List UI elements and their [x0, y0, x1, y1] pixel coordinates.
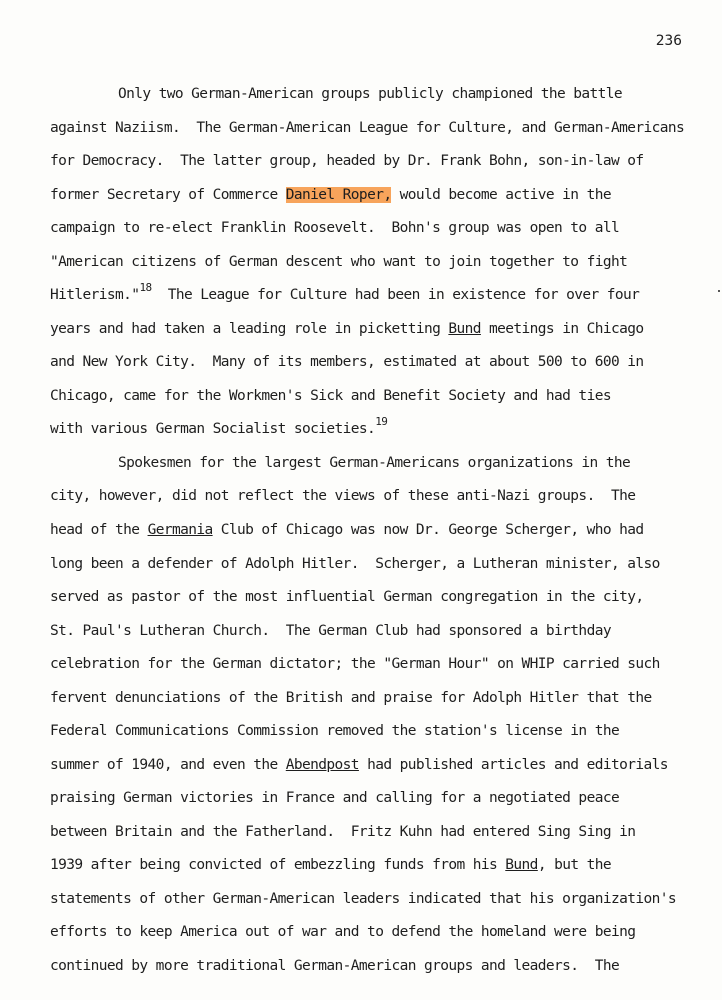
text-line — [50, 589, 643, 605]
scan-speck — [718, 290, 720, 292]
text: efforts to keep America out of war and to defend the homeland were being — [50, 924, 636, 940]
text-line — [50, 220, 619, 236]
text: praising German victories in France and calling for a negotiated peace — [50, 790, 620, 806]
text: with various German Socialist societies. — [50, 421, 376, 437]
text: The League for Culture had been in existence for over four — [151, 287, 640, 303]
text: Federal Communications Commission removed the station's license in the — [50, 723, 620, 739]
text: celebration for the German dictator; the "German Hour" on WHIP carried such — [50, 656, 660, 672]
text-line — [50, 824, 635, 840]
text-line — [50, 623, 611, 639]
text: Club of Chicago was now Dr. George Scherger, who had — [212, 522, 644, 538]
text: long been a defender of Adolph Hitler. Scherger, a Lutheran minister, also — [50, 556, 660, 572]
text: Chicago, came for the Workmen's Sick and Benefit Society and had ties — [50, 388, 611, 404]
text-line — [50, 120, 684, 136]
text: fervent denunciations of the British and praise for Adolph Hitler that the — [50, 690, 652, 706]
text-line — [50, 857, 611, 873]
text: head of the — [50, 522, 148, 538]
text-line — [50, 281, 640, 303]
underlined-text: Bund — [505, 857, 538, 873]
text: campaign to re-elect Franklin Roosevelt. Bohn's group was open to all — [50, 220, 620, 236]
text-line — [50, 656, 660, 672]
text-line — [50, 790, 619, 806]
text: meetings in Chicago — [480, 321, 644, 337]
underlined-text: Bund — [448, 321, 481, 337]
text: statements of other German-American leaders indicated that his organization's — [50, 891, 676, 907]
text-line — [118, 86, 622, 102]
text: between Britain and the Fatherland. Fritz Kuhn had entered Sing Sing in — [50, 824, 636, 840]
text: would become active in the — [391, 187, 611, 203]
page-number: 236 — [655, 33, 682, 49]
text-line — [50, 488, 635, 504]
highlighted-text[interactable]: Daniel Roper, — [285, 187, 392, 203]
text: city, however, did not reflect the views of these anti-Nazi groups. The — [50, 488, 636, 504]
text: for Democracy. The latter group, headed by Dr. Frank Bohn, son-in-law of — [50, 153, 644, 169]
text-line — [50, 415, 388, 437]
underlined-text: Germania — [147, 522, 213, 538]
text-line — [50, 757, 668, 773]
text-line — [50, 522, 644, 538]
text-line — [50, 354, 643, 370]
text: Hitlerism." — [50, 287, 140, 303]
underlined-text: Abendpost — [285, 757, 359, 773]
text-line — [50, 321, 644, 337]
text-line — [50, 690, 652, 706]
text-line — [50, 556, 660, 572]
text: former Secretary of Commerce — [50, 187, 286, 203]
text: had published articles and editorials — [358, 757, 668, 773]
text: served as pastor of the most influential German congregation in the city, — [50, 589, 644, 605]
text-line — [50, 723, 619, 739]
text: Only two German-American groups publicly championed the battle — [118, 86, 623, 102]
text: 1939 after being convicted of embezzling funds from his — [50, 857, 506, 873]
text-line — [50, 924, 635, 940]
text: years and had taken a leading role in picketting — [50, 321, 449, 337]
text: summer of 1940, and even the — [50, 757, 286, 773]
text-line — [50, 891, 676, 907]
text-line — [50, 153, 643, 169]
footnote-ref-19[interactable]: 19 — [375, 415, 388, 428]
text: against Naziism. The German-American League for Culture, and German-Americans — [50, 120, 685, 136]
text-line — [50, 187, 611, 203]
text: , but the — [537, 857, 611, 873]
footnote-ref-18[interactable]: 18 — [139, 281, 152, 294]
text-line — [50, 388, 611, 404]
text: and New York City. Many of its members, estimated at about 500 to 600 in — [50, 354, 644, 370]
text-line — [50, 958, 619, 974]
text: Spokesmen for the largest German-Americans organizations in the — [118, 455, 631, 471]
text: "American citizens of German descent who want to join together to fight — [50, 254, 628, 270]
text: St. Paul's Lutheran Church. The German Club had sponsored a birthday — [50, 623, 611, 639]
text: continued by more traditional German-American groups and leaders. The — [50, 958, 620, 974]
text-line — [118, 455, 630, 471]
text-line — [50, 254, 627, 270]
